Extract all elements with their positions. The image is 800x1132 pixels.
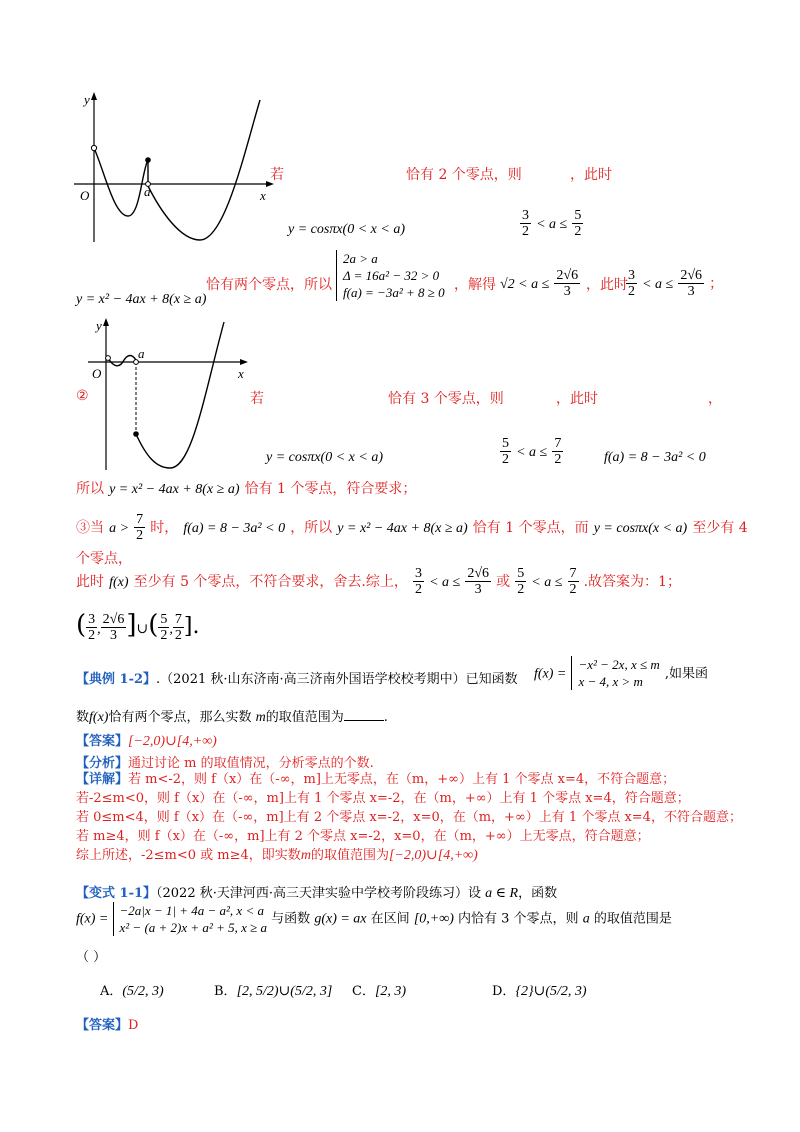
variant-1-1: 【变式 1-1】（2022 秋·天津河西·高三天津实验中学校考阶段练习）设 a ∈ R，函数 [76, 886, 558, 901]
line1-range: $\frac{3}{2}$ < a ≤ $\frac{5}{2}$ [522, 208, 582, 239]
answer-blank [344, 720, 384, 721]
option-c[interactable]: C．[2, 3) [352, 984, 407, 999]
variant-paren: （ ） [76, 950, 107, 965]
line2-text1: 恰有两个零点，所以 [206, 277, 332, 293]
line1-post: ，此时 [570, 167, 612, 183]
analysis-1: 【分析】通过讨论 m 的取值情况，分析零点的个数. [76, 756, 374, 771]
line3-cos-expr: y = cosπx(0 < x < a) [266, 450, 383, 465]
line5: ③当 a > $\frac{7}{2}$ 时， f(a) = 8 − 3a² < 0 ，所以 y = x² − 4ax + 8(x ≥ a) 恰有 1 个零点，而 y = cosπx(x < a) 至少有 4 [76, 512, 748, 543]
line3-range: $\frac{5}{2}$ < a ≤ $\frac{7}{2}$ [502, 436, 562, 467]
graph-2-y-label: y [96, 318, 102, 333]
option-d[interactable]: D．{2}∪(5/2, 3) [492, 984, 587, 999]
line3-comma: ， [708, 391, 722, 407]
option-a[interactable]: A．(5/2, 3) [100, 984, 164, 999]
answer-2: 【答案】D [76, 1018, 139, 1033]
graph-1-origin: O [80, 188, 90, 203]
line3-pre: 若 [250, 391, 264, 407]
line2-text3: ，此时 [586, 277, 628, 293]
line2-text2: ，解得 [454, 277, 496, 293]
line1-cos-expr: y = cosπx(0 < x < a) [288, 222, 405, 237]
line3-post: ，此时 [556, 391, 598, 407]
example-1-2-line2: 数f(x)恰有两个零点，那么实数 m的取值范围为 . [76, 710, 388, 725]
example-1-2-function: f(x) = −x² − 2x, x ≤ m x − 4, x > m ,如果函 [534, 657, 708, 689]
line3-mid: 恰有 3 个零点，则 [388, 391, 504, 407]
line4: 所以 y = x² − 4ax + 8(x ≥ a) 恰有 1 个零点，符合要求； [76, 481, 417, 497]
line2-system: 2a > a Δ = 16a² − 32 > 0 f(a) = −3a² + 8 ≥ 0 [336, 250, 445, 301]
line2-result: $\frac{3}{2}$ < a ≤ $\frac{2√6}{3}$ ； [628, 268, 724, 299]
example-1-2: 【典例 1-2】.（2021 秋·山东济南·高三济南外国语学校校考期中）已知函数 [76, 672, 518, 687]
graph-2-x-label: x [238, 366, 244, 381]
graph-1-a-label: a [144, 184, 151, 199]
line8-answer: ( $\frac{3}{2}$ , $\frac{2√6}{3}$ ]∪( $\frac{5}{2}$ , $\frac{7}{2}$ ]. [76, 610, 200, 643]
answer-1: 【答案】[−2,0)∪[4,+∞) [76, 734, 217, 749]
graph-1-y-label: y [84, 92, 90, 107]
graph-2 [84, 316, 264, 474]
graph-1-x-label: x [260, 188, 266, 203]
line1-mid: 恰有 2 个零点，则 [406, 167, 522, 183]
line1-pre: 若 [270, 167, 284, 183]
detail-1: 【详解】若 m<-2，则 f（x）在（-∞，m]上无零点，在（m，+∞）上有 1 个零点 x=4，不符合题意； 若-2≤m<0，则 f（x）在（-∞，m]上有 1 个零点 x=-2，在（m，+∞）上有 1 个零点 x=4，符合题意； 若 0≤m<4，则 f（x）在（-∞，m]上有 2 个零点 x=-2，x=0，在（m，+∞）上有 1 个零点 x=4，不符合题意； 若 m≥4，则 f（x）在（-∞，m]上有 2 个零点 x=-2，x=0，在（m，+∞）上无零点，符合题意； 综上所述，-2≤m<0 或 m≥4，即实数m的取值范围为[−2,0)∪[4,+∞) [76, 772, 742, 863]
option-b[interactable]: B．[2, 5/2)∪(5/2, 3] [214, 984, 333, 999]
variant-1-1-function: f(x) = −2a|x − 1| + 4a − a², x < a x² − (a + 2)x + a² + 5, x ≥ a 与函数 g(x) = ax 在区间 [0,+∞) 内恰有 3 个零点，则 a 的取值范围是 [76, 903, 672, 935]
line7: 此时 f(x) 至少有 5 个零点，不符合要求，舍去.综上， $\frac{3}{2}$ < a ≤ $\frac{2√6}{3}$ 或 $\frac{5}{2}$ < a ≤ $\frac{7}{2}$ .故答案为：1； [76, 566, 681, 597]
graph-1 [70, 90, 280, 250]
line3-circ: ② [76, 388, 89, 404]
line6: 个零点， [76, 551, 132, 567]
graph-2-origin: O [92, 366, 102, 381]
line3-fa: f(a) = 8 − 3a² < 0 [604, 450, 706, 465]
line2-solution: √2 < a ≤ $\frac{2√6}{3}$ [500, 268, 579, 299]
graph-2-a-label: a [138, 346, 145, 361]
line2-quad-expr: y = x² − 4ax + 8(x ≥ a) [76, 292, 207, 307]
